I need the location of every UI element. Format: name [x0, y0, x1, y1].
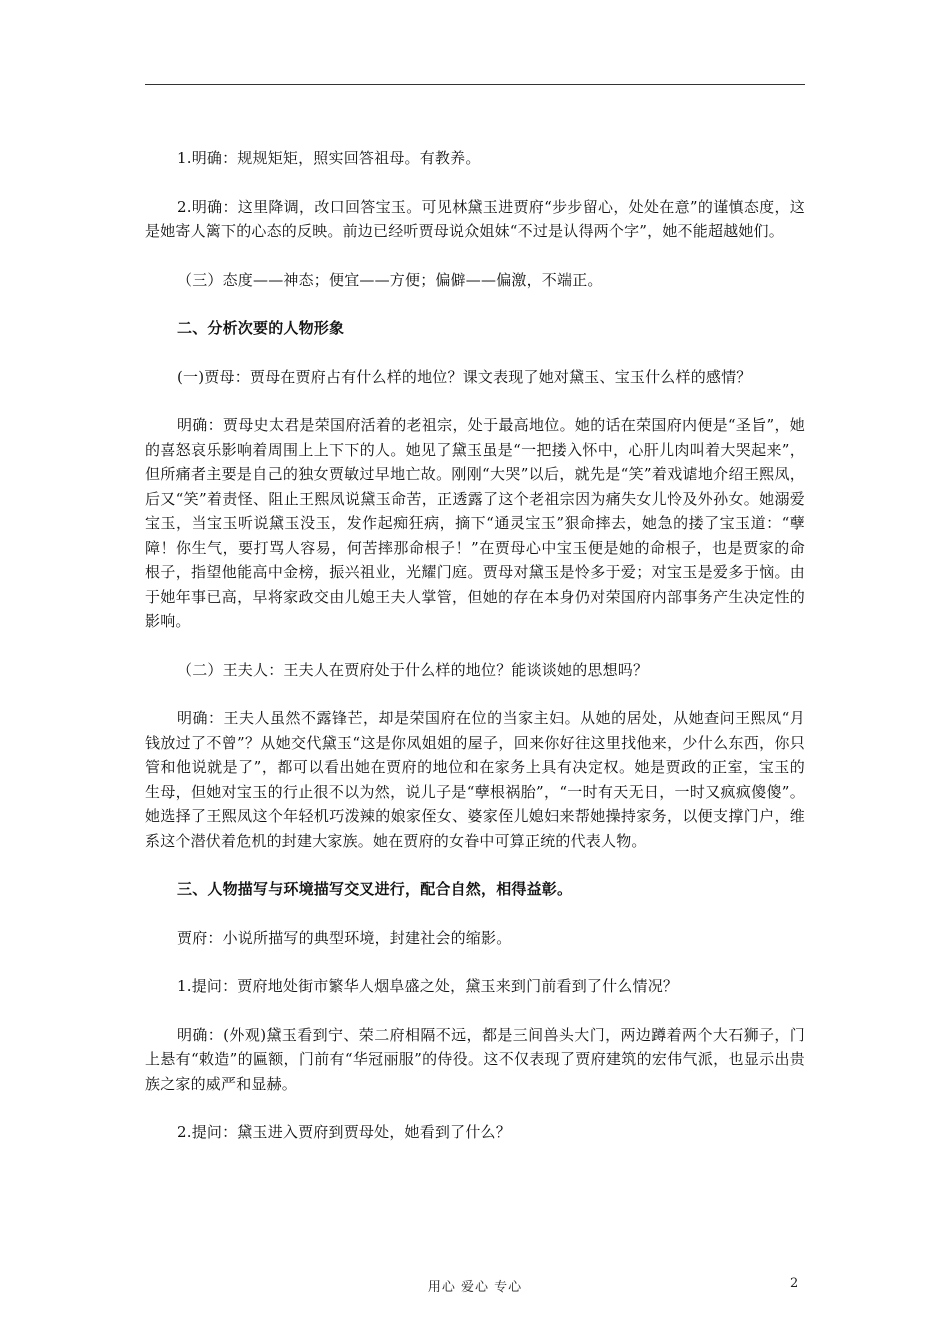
- answer-1: 明确：(外观)黛玉看到宁、荣二府相隔不远，都是三间兽头大门，两边蹲着两个大石狮子，门上悬有“敕造”的匾额，门前有“华冠丽服”的侍役。这不仅表现了贾府建筑的宏伟气派，也显示出贵族之家的威严和显赫。: [145, 1025, 805, 1093]
- question-jia-mu: (一)贾母：贾母在贾府占有什么样的地位？课文表现了她对黛玉、宝玉什么样的感情？: [177, 367, 752, 386]
- document-body: [145, 146, 805, 1169]
- paragraph-2: 2.明确：这里降调，改口回答宝玉。可见林黛玉进贾府“步步留心，处处在意”的谨慎态度，这是她寄人篱下的心态的反映。前边已经听贾母说众姐妹“不过是认得两个字”，她不能超越她们。: [145, 197, 805, 240]
- paragraph-3: （三）态度——神态；便宜——方便；偏僻——偏激，不端正。: [177, 270, 603, 289]
- answer-jia-mu: 明确：贾母史太君是荣国府活着的老祖宗，处于最高地位。她的话在荣国府内便是“圣旨”，她的喜怒哀乐影响着周围上上下下的人。她见了黛玉虽是“一把搂入怀中，心肝儿肉叫着大哭起来”，但所痛者主要是自己的独女贾敏过早地亡故。刚刚“大哭”以后，就先是“笑”着戏谑地介绍王熙凤，后又“笑”着责怪、阻止王熙凤说黛玉命苦，正透露了这个老祖宗因为痛失女儿怜及外孙女。她溺爱宝玉，当宝玉听说黛玉没玉，发作起痴狂病，摘下“通灵宝玉”狠命摔去，她急的搂了宝玉道：“孽障！你生气，要打骂人容易，何苦摔那命根子！”在贾母心中宝玉便是她的命根子，也是贾家的命根子，指望他能高中金榜，振兴祖业，光耀门庭。贾母对黛玉是怜多于爱；对宝玉是爱多于恼。由于她年事已高，早将家政交由儿媳王夫人掌管，但她的存在本身仍对荣国府内部事务产生决定性的影响。: [145, 416, 805, 630]
- question-1: 1.提问：贾府地处街市繁华人烟阜盛之处，黛玉来到门前看到了什么情况？: [177, 977, 679, 995]
- footer-text: 用心 爱心 专心: [427, 1280, 523, 1295]
- header-rule: [145, 84, 805, 85]
- question-wang-furen: （二）王夫人：王夫人在贾府处于什么样的地位？能谈谈她的思想吗？: [177, 660, 649, 679]
- paragraph-1: 1.明确：规规矩矩，照实回答祖母。有教养。: [177, 149, 481, 167]
- section-heading-3: 三、人物描写与环境描写交叉进行，配合自然，相得益彰。: [177, 880, 573, 898]
- answer-wang-furen: 明确：王夫人虽然不露锋芒，却是荣国府在位的当家主妇。从她的居处，从她查问王熙凤“月钱放过了不曾”？从她交代黛玉“这是你凤姐姐的屋子，回来你好往这里找他来，少什么东西，你只管和他说就是了”，都可以看出她在贾府的地位和在家务上具有决定权。她是贾政的正室，宝玉的生母，但她对宝玉的行止很不以为然，说儿子是“孽根祸胎”，“一时有天无日，一时又疯疯傻傻”。她选择了王熙凤这个年轻机巧泼辣的娘家侄女、婆家侄儿媳妇来帮她操持家务，以便支撑门户，维系这个潜伏着危机的封建大家族。她在贾府的女眷中可算正统的代表人物。: [145, 709, 805, 850]
- page-number: 2: [790, 1276, 799, 1291]
- section-heading-2: 二、分析次要的人物形象: [177, 319, 345, 337]
- paragraph-jia-fu: 贾府：小说所描写的典型环境，封建社会的缩影。: [177, 928, 512, 947]
- question-2: 2.提问：黛玉进入贾府到贾母处，她看到了什么？: [177, 1123, 511, 1141]
